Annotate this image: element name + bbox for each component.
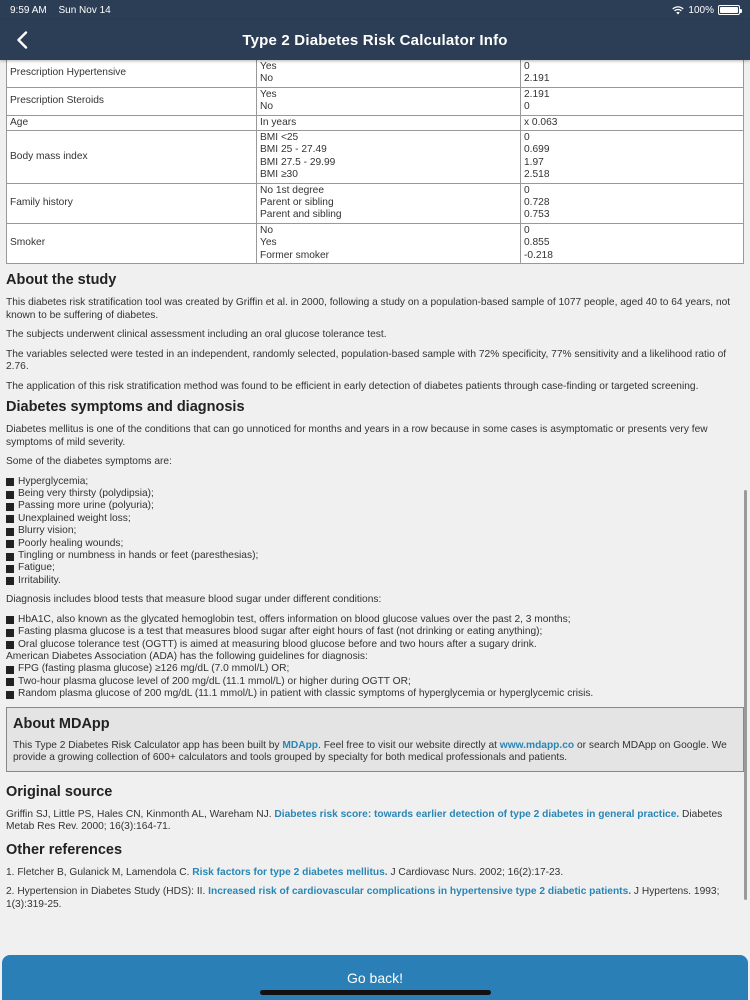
about-study-heading: About the study [6,272,117,289]
factor-value: 1.97 [524,156,544,168]
factor-options-cell [257,183,521,223]
list-item: Fatigue; [6,562,744,574]
factor-option: BMI ≥30 [260,169,298,181]
symptoms-list [6,476,744,588]
factor-options-cell [257,87,521,115]
factor-values-cell [521,183,744,223]
diagnosis-intro: Diagnosis includes blood tests that measure blood sugar under different conditions: [6,594,382,606]
ada-intro: American Diabetes Association (ADA) has the following guidelines for diagnosis: [6,650,368,662]
other-references-heading: Other references [6,841,123,858]
citation-authors: Griffin SJ, Little PS, Hales CN, Kinmonth AL, Wareham NJ. [6,808,275,820]
reference-text: 2. Hypertension in Diabetes Study (HDS): II. [6,886,209,898]
table-row [7,115,744,130]
symptoms-heading: Diabetes symptoms and diagnosis [6,399,245,416]
factor-value: 0.728 [524,197,550,209]
about-study-paragraph: The variables selected were tested in an independent, randomly selected, population-based sample with 72% specificity, 77% sensitivity and a likelihood ratio of 2.76. [6,348,727,373]
list-item: HbA1C, also known as the glycated hemoglobin test, offers information on blood glucose values over the past 2, 3 months; [6,614,744,626]
about-mdapp-heading: About MDApp [13,715,110,732]
factor-value: 0 [524,101,530,113]
about-study-paragraph: This diabetes risk stratification tool was created by Griffin et al. in 2000, following a study on a population-based sample of 1077 people, aged 40 to 64 years, not known to be suffering of diabetes. [6,297,731,321]
factor-option: Yes [260,88,277,100]
risk-factors-table [6,60,744,264]
scrollbar[interactable] [744,490,747,900]
factor-option: Parent or sibling [260,197,334,209]
diagnosis-tests-list [6,614,744,651]
factor-option: Parent and sibling [260,209,342,221]
factor-value: 0.855 [524,237,550,249]
about-study-paragraph: The application of this risk stratification method was found to be efficient in early detection of diabetes patients through case-finding or targeted screening. [6,380,699,392]
factor-option: In years [260,116,297,128]
factor-name-cell: Prescription Hypertensive [7,60,257,87]
page-title: Type 2 Diabetes Risk Calculator Info [242,31,508,49]
factor-value: x 0.063 [524,116,558,128]
table-row [7,183,744,223]
list-item: Oral glucose tolerance test (OGTT) is aimed at measuring blood glucose before and two hours after a sugary drink. [6,639,744,651]
about-text: . Feel free to visit our website directly at [318,739,500,751]
reference-item [6,886,744,911]
list-item: Random plasma glucose of 200 mg/dL (11.1 mmol/L) in patient with classic symptoms of hyperglycemia or hyperglycemic crisis. [6,688,744,700]
factor-name-cell: Smoker [7,223,257,263]
nav-bar [0,20,750,60]
symptoms-intro: Diabetes mellitus is one of the conditions that can go unnoticed for months and years in a row because in some cases is asymptomatic or presents very few symptoms of mild severity. [6,424,708,448]
factor-name-cell: Body mass index [7,131,257,184]
list-item: Two-hour plasma glucose level of 200 mg/dL (11.1 mmol/L) or higher during OGTT OR; [6,676,744,688]
factor-values-cell [521,87,744,115]
mdapp-link[interactable]: MDApp [282,739,319,751]
factor-option: BMI <25 [260,132,299,144]
factor-value: 2.191 [524,73,550,85]
factor-option: Former smoker [260,249,330,261]
list-item: Tingling or numbness in hands or feet (paresthesias); [6,550,744,562]
status-date: Sun Nov 14 [58,4,111,16]
symptoms-list-intro: Some of the diabetes symptoms are: [6,456,172,468]
battery-percent: 100% [688,4,714,16]
list-item: Poorly healing wounds; [6,538,744,550]
factor-value: 0.753 [524,209,550,221]
factor-value: 0 [524,61,530,72]
citation-journal: Diabetes Metab Res Rev. 2000; 16(3):164-71. [6,808,723,833]
wifi-icon [672,6,684,15]
info-content[interactable] [0,60,750,955]
reference-text: J Cardiovasc Nurs. 2002; 16(2):17-23. [387,866,564,878]
factor-option: No [260,101,274,113]
table-row [7,131,744,184]
factor-option: No [260,224,274,236]
list-item: Being very thirsty (polydipsia); [6,488,744,500]
list-item: Blurry vision; [6,525,744,537]
original-source-citation [6,809,744,834]
factor-value: 0 [524,132,530,144]
list-item: Unexplained weight loss; [6,513,744,525]
reference-text: 1. Fletcher B, Gulanick M, Lamendola C. [6,866,193,878]
original-source-heading: Original source [6,783,113,800]
factor-values-cell [521,115,744,130]
status-time: 9:59 AM [10,4,47,16]
factor-option: BMI 27.5 - 29.99 [260,156,336,168]
reference-text: J Hypertens. 1993; 1(3):319-25. [6,886,720,910]
factor-options-cell [257,131,521,184]
factor-name-cell: Prescription Steroids [7,87,257,115]
factor-value: -0.218 [524,249,553,261]
chevron-left-icon [16,31,28,49]
list-item: Irritability. [6,575,744,587]
list-item: Fasting plasma glucose is a test that measures blood sugar after eight hours of fast (not drinking or eating anything); [6,626,744,638]
factor-option: No 1st degree [260,184,324,196]
ada-guidelines-list [6,663,744,700]
table-row [7,223,744,263]
status-bar [0,0,750,20]
website-link[interactable]: www.mdapp.co [499,739,575,751]
factor-option: No [260,73,274,85]
factor-value: 2.518 [524,169,550,181]
factor-values-cell [521,223,744,263]
go-back-button[interactable]: Go back! [2,955,748,1000]
original-source-link[interactable]: Diabetes risk score: towards earlier detection of type 2 diabetes in general practice. [274,808,680,820]
factor-option: Yes [260,61,277,72]
about-study-paragraph: The subjects underwent clinical assessment including an oral glucose tolerance test. [6,329,387,341]
about-mdapp-box [6,707,744,772]
about-text: or search MDApp on Google. We provide a growing collection of 600+ calculators and tools grouped by specialty for both medical professionals and patients. [13,739,727,764]
factor-values-cell [521,60,744,87]
about-text: This Type 2 Diabetes Risk Calculator app has been built by [13,739,283,751]
list-item: FPG (fasting plasma glucose) ≥126 mg/dL (7.0 mmol/L) OR; [6,663,744,675]
factor-option: BMI 25 - 27.49 [260,144,327,156]
factor-option: Yes [260,237,277,249]
factor-values-cell [521,131,744,184]
factor-options-cell [257,223,521,263]
home-indicator [260,990,491,995]
about-mdapp-text [13,740,737,765]
factor-value: 2.191 [524,88,550,100]
factor-options-cell [257,115,521,130]
table-row [7,60,744,87]
factor-value: 0 [524,184,530,196]
list-item: Passing more urine (polyuria); [6,500,744,512]
factor-options-cell [257,60,521,87]
battery-icon [718,5,740,15]
factor-name-cell: Family history [7,183,257,223]
reference-item [6,867,744,880]
factor-value: 0.699 [524,144,550,156]
back-button[interactable] [8,26,36,54]
reference-link[interactable]: Risk factors for type 2 diabetes mellitus. [192,866,388,878]
factor-name-cell: Age [7,115,257,130]
factor-value: 0 [524,224,530,236]
list-item: Hyperglycemia; [6,476,744,488]
reference-link[interactable]: Increased risk of cardiovascular complications in hypertensive type 2 diabetic patients. [208,886,632,898]
table-row [7,87,744,115]
